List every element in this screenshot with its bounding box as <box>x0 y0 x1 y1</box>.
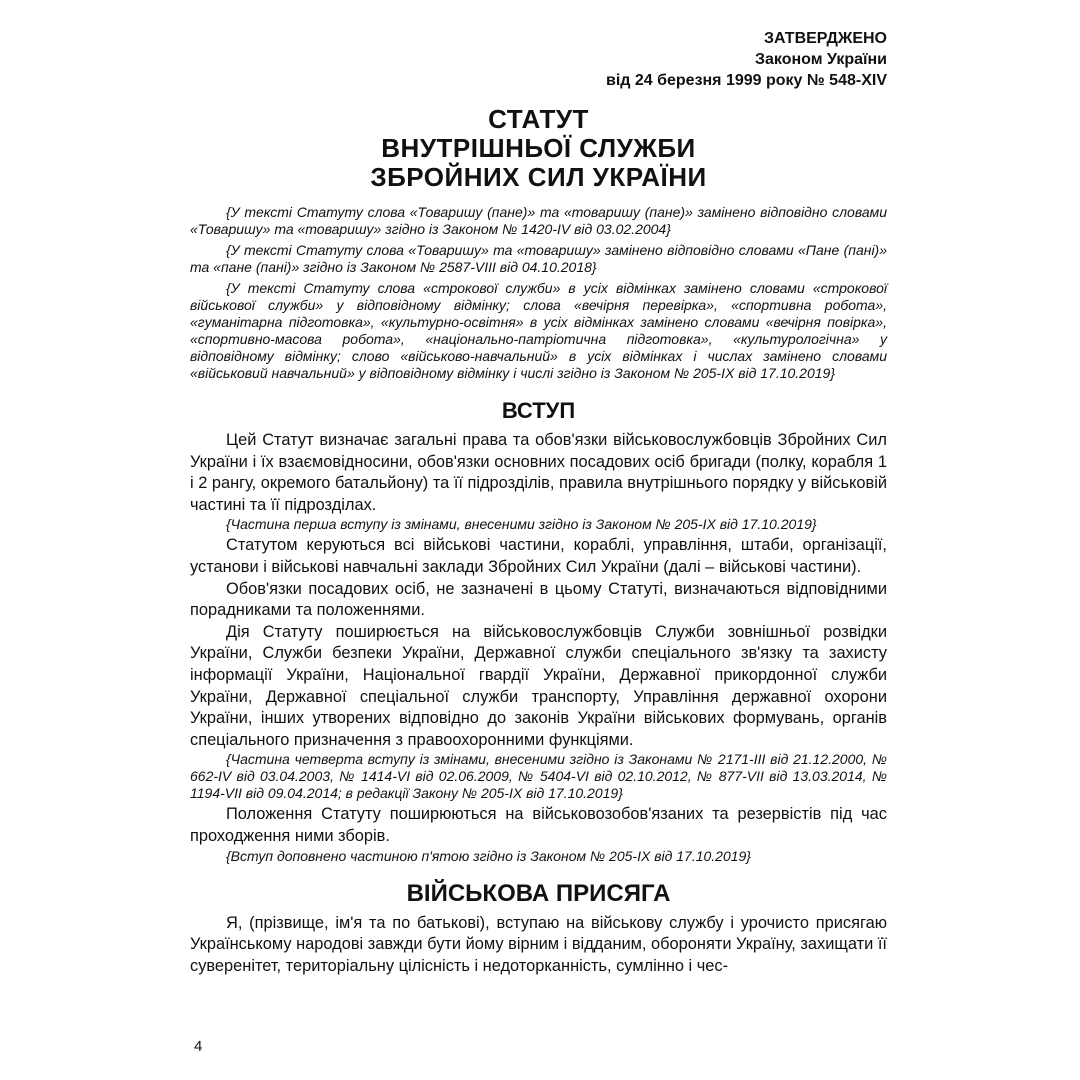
amendment-note: {У тексті Статуту слова «строкової служби» в усіх відмінках замінено словами «строкової військової служби» у відповідному відмінку; слова «вечірня перевірка», «спортивна робота», «гуманітарна підготовка», «культурно-освітня» в усіх відмінках замінено словами «вечірня повірка», «спортивно-масова робота», «національно-патріотична підготовка», «культурологічна» у відповідному відмінку; слово «військово-навчальний» в усіх відмінках і числах замінено словами «військовий навчальний» у відповідному відмінку і числі згідно із Законом № 205-IX від 17.10.2019} <box>190 280 887 381</box>
intro-note-2: {Частина четверта вступу із змінами, внесеними згідно із Законами № 2171-III від 21.12.2000, № 662-IV від 03.04.2003, № 1414-VI від 02.06.2009, № 5404-VI від 02.10.2012, № 877-VII від 13.03.2014, № 1194-VII від 09.04.2014; в редакції Закону № 205-IX від 17.10.2019} <box>190 751 887 802</box>
approval-stamp <box>190 28 887 91</box>
intro-heading: ВСТУП <box>501 398 576 423</box>
amendment-notes <box>190 204 887 382</box>
document-title <box>190 105 887 192</box>
intro-paragraph-5: Положення Статуту поширюються на військовозобов'язаних та резервістів під час проходження ними зборів. <box>190 805 887 845</box>
title-line-1: СТАТУТ <box>488 104 589 134</box>
intro-paragraph-1: Цей Статут визначає загальні права та обов'язки військовослужбовців Збройних Сил України і їх взаємовідносини, обов'язки основних посадових осіб бригади (полку, корабля 1 і 2 рангу, окремого батальйону) та її підрозділів, правила внутрішнього порядку у військовій частині та її підрозділах. <box>190 431 887 514</box>
oath-heading: ВІЙСЬКОВА ПРИСЯГА <box>406 879 671 907</box>
approval-line-1: ЗАТВЕРДЖЕНО <box>764 30 887 47</box>
amendment-note: {У тексті Статуту слова «Товаришу» та «товаришу» замінено відповідно словами «Пане (пані)» та «пане (пані)» згідно із Законом № 2587-VIII від 04.10.2018} <box>190 242 887 275</box>
document-page <box>190 28 887 977</box>
intro-note-1: {Частина перша вступу із змінами, внесеними згідно із Законом № 205-IX від 17.10.2019} <box>226 516 817 533</box>
title-line-2: ВНУТРІШНЬОЇ СЛУЖБИ <box>381 133 696 163</box>
approval-line-2: Законом України <box>754 51 887 68</box>
title-line-3: ЗБРОЙНИХ СИЛ УКРАЇНИ <box>370 162 707 192</box>
intro-paragraph-4: Дія Статуту поширюється на військовослужбовців Служби зовнішньої розвідки України, Служби безпеки України, Державної служби спеціального зв'язку та захисту інформації України, Національної гвардії України, Державної прикордонної служби України, Державної спеціальної служби транспорту, Управління державної охорони України, інших утворених відповідно до законів України військових формувань, органів спеціального призначення з правоохоронними функціями. <box>190 622 887 749</box>
oath-paragraph: Я, (прізвище, ім'я та по батькові), вступаю на військову службу і урочисто присягаю Українському народові завжди бути йому вірним і відданим, обороняти Україну, захищати її суверенітет, територіальну цілісність і недоторканність, сумлінно і чес- <box>190 913 887 975</box>
page-number: 4 <box>194 1038 203 1055</box>
intro-paragraph-3: Обов'язки посадових осіб, не зазначені в цьому Статуті, визначаються відповідними порадниками та положеннями. <box>190 579 887 620</box>
intro-note-3: {Вступ доповнено частиною п'ятою згідно із Законом № 205-IX від 17.10.2019} <box>226 847 751 864</box>
amendment-note: {У тексті Статуту слова «Товаришу (пане)» та «товаришу (пане)» замінено відповідно словами «Товаришу» та «товаришу» згідно із Законом № 1420-IV від 03.02.2004} <box>190 204 887 237</box>
approval-line-3: від 24 березня 1999 року № 548-XIV <box>605 72 887 89</box>
intro-paragraph-2: Статутом керуються всі військові частини, кораблі, управління, штаби, організації, установи і військові навчальні заклади Збройних Сил України (далі – військові частини). <box>190 536 887 576</box>
